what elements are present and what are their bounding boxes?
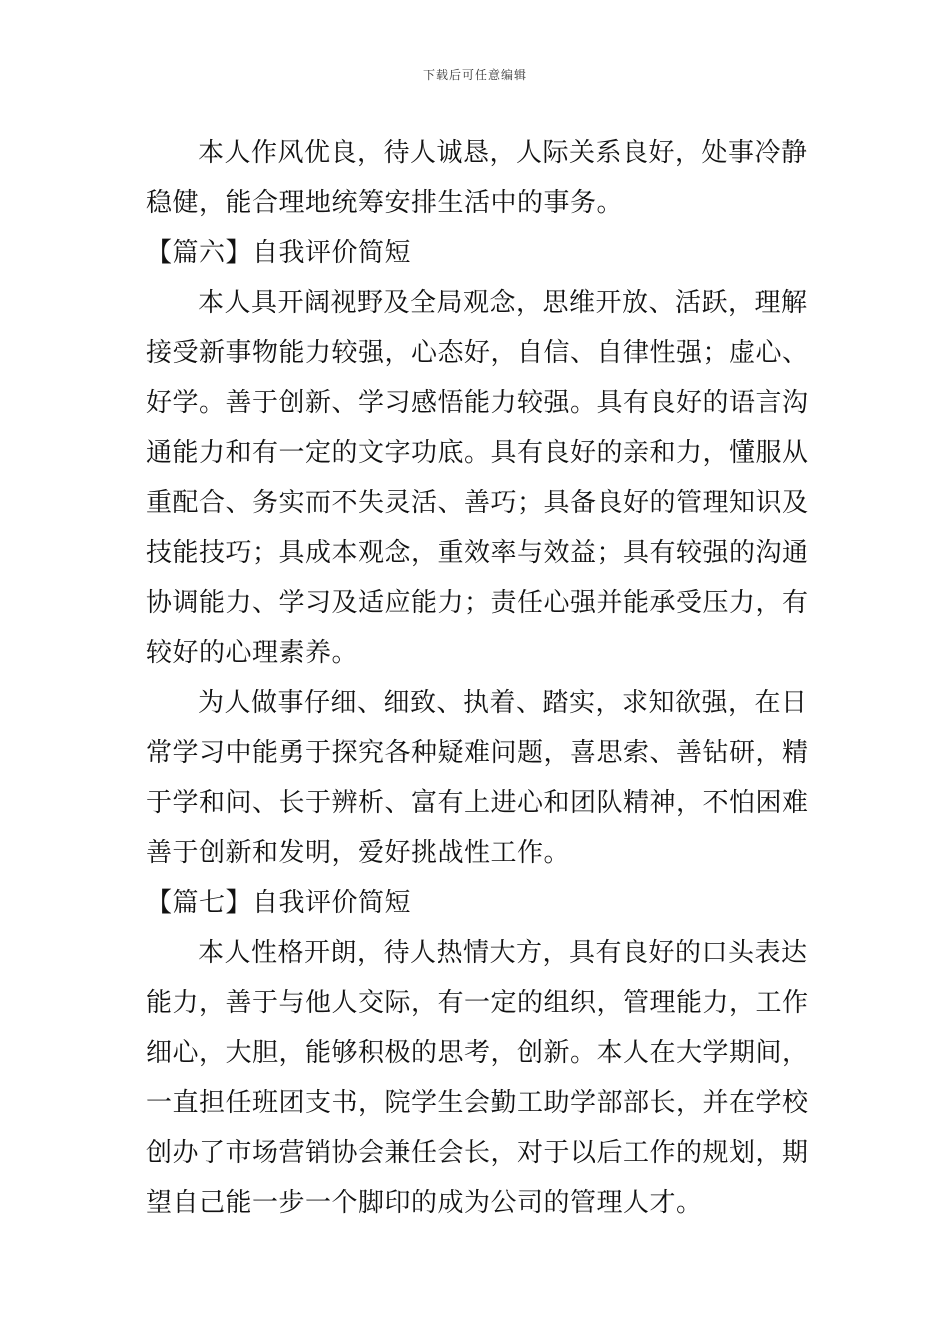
section-heading: 【篇七】自我评价简短 — [146, 888, 412, 918]
text-line: 一直担任班团支书，院学生会勤工助学部部长，并在学校 — [146, 1088, 809, 1118]
text-line: 本人性格开朗，待人热情大方，具有良好的口头表达 — [198, 938, 808, 968]
text-line: 常学习中能勇于探究各种疑难问题，喜思索、善钻研，精 — [146, 738, 809, 768]
text-line: 协调能力、学习及适应能力；责任心强并能承受压力，有 — [146, 588, 809, 618]
text-line: 细心，大胆，能够积极的思考，创新。本人在大学期间， — [146, 1038, 809, 1068]
text-line: 善于创新和发明，爱好挑战性工作。 — [146, 838, 571, 868]
section-heading: 【篇六】自我评价简短 — [146, 238, 412, 268]
text-line: 于学和问、长于辨析、富有上进心和团队精神，不怕困难 — [146, 788, 809, 818]
text-line: 好学。善于创新、学习感悟能力较强。具有良好的语言沟 — [146, 388, 809, 418]
text-line: 较好的心理素养。 — [146, 638, 359, 668]
text-line: 本人作风优良，待人诚恳，人际关系良好，处事冷静 — [198, 138, 808, 168]
text-line: 重配合、务实而不失灵活、善巧；具备良好的管理知识及 — [146, 488, 809, 518]
document-body — [146, 128, 809, 1228]
text-line: 为人做事仔细、细致、执着、踏实，求知欲强，在日 — [198, 688, 808, 718]
text-line: 稳健，能合理地统筹安排生活中的事务。 — [146, 188, 624, 218]
text-line: 创办了市场营销协会兼任会长，对于以后工作的规划，期 — [146, 1138, 809, 1168]
text-line: 本人具开阔视野及全局观念，思维开放、活跃，理解 — [198, 288, 808, 318]
text-line: 通能力和有一定的文字功底。具有良好的亲和力，懂服从 — [146, 438, 809, 468]
header-note: 下载后可任意编辑 — [422, 68, 527, 82]
text-line: 能力，善于与他人交际，有一定的组织，管理能力，工作 — [146, 988, 809, 1018]
text-line: 技能技巧；具成本观念，重效率与效益；具有较强的沟通 — [146, 538, 809, 568]
text-line: 接受新事物能力较强，心态好，自信、自律性强；虚心、 — [146, 338, 809, 368]
text-line: 望自己能一步一个脚印的成为公司的管理人才。 — [146, 1188, 703, 1218]
